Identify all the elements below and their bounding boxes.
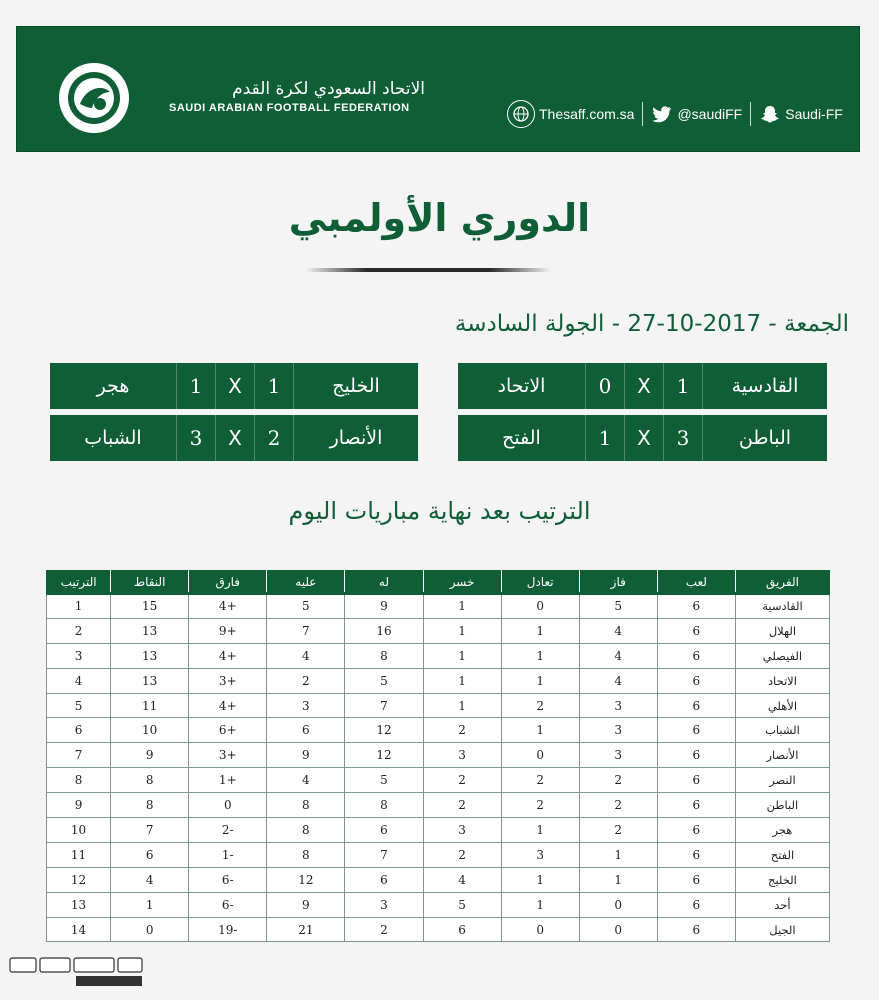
cell-rank: 5 bbox=[47, 693, 111, 718]
cell-drawn: 1 bbox=[501, 668, 579, 693]
match-card bbox=[50, 415, 418, 461]
cell-goal-difference: +4 bbox=[189, 594, 267, 619]
cell-played: 6 bbox=[657, 793, 735, 818]
table-row bbox=[47, 643, 830, 668]
cell-goal-difference: +3 bbox=[189, 743, 267, 768]
cell-goals-for: 6 bbox=[345, 818, 423, 843]
cell-team: الاتحاد bbox=[735, 668, 829, 693]
cell-goal-difference: -6 bbox=[189, 892, 267, 917]
cell-team: الباطن bbox=[735, 793, 829, 818]
cell-rank: 12 bbox=[47, 867, 111, 892]
cell-goals-against: 8 bbox=[267, 793, 345, 818]
cell-points: 8 bbox=[111, 793, 189, 818]
cell-goal-difference: +3 bbox=[189, 668, 267, 693]
cell-drawn: 0 bbox=[501, 917, 579, 942]
cell-drawn: 2 bbox=[501, 693, 579, 718]
cell-goal-difference: +4 bbox=[189, 693, 267, 718]
header-rank: الترتيب bbox=[47, 571, 111, 594]
header-goals-for: له bbox=[345, 571, 423, 594]
cell-lost: 1 bbox=[423, 618, 501, 643]
globe-icon bbox=[507, 100, 535, 128]
table-row bbox=[47, 743, 830, 768]
standings-title: الترتيب بعد نهاية مباريات اليوم bbox=[288, 497, 591, 525]
cell-drawn: 3 bbox=[501, 842, 579, 867]
match-card bbox=[458, 415, 827, 461]
cell-points: 4 bbox=[111, 867, 189, 892]
cell-goals-against: 21 bbox=[267, 917, 345, 942]
versus-mark: X bbox=[215, 415, 254, 461]
cell-rank: 6 bbox=[47, 718, 111, 743]
cell-points: 13 bbox=[111, 618, 189, 643]
table-row bbox=[47, 594, 830, 619]
federation-name-ar: الاتحاد السعودي لكرة القدم bbox=[232, 79, 425, 99]
table-row bbox=[47, 892, 830, 917]
cell-goals-for: 16 bbox=[345, 618, 423, 643]
cell-points: 6 bbox=[111, 842, 189, 867]
away-score: 3 bbox=[176, 415, 215, 461]
cell-goals-against: 9 bbox=[267, 743, 345, 768]
table-row bbox=[47, 818, 830, 843]
cell-played: 6 bbox=[657, 917, 735, 942]
cell-points: 8 bbox=[111, 768, 189, 793]
match-card bbox=[50, 363, 418, 409]
social-links bbox=[507, 99, 843, 129]
cell-won: 0 bbox=[579, 917, 657, 942]
cell-rank: 4 bbox=[47, 668, 111, 693]
date-round-line: الجمعة - 2017-10-27 - الجولة السادسة bbox=[454, 311, 849, 337]
table-row bbox=[47, 842, 830, 867]
match-card bbox=[458, 363, 827, 409]
cell-played: 6 bbox=[657, 842, 735, 867]
header-drawn: تعادل bbox=[501, 571, 579, 594]
cell-drawn: 0 bbox=[501, 743, 579, 768]
federation-name-en: SAUDI ARABIAN FOOTBALL FEDERATION bbox=[169, 102, 410, 114]
cell-rank: 8 bbox=[47, 768, 111, 793]
website-text: Thesaff.com.sa bbox=[539, 106, 635, 122]
cell-played: 6 bbox=[657, 668, 735, 693]
cell-goal-difference: -2 bbox=[189, 818, 267, 843]
header-team: الفريق bbox=[735, 571, 829, 594]
cell-won: 2 bbox=[579, 768, 657, 793]
cell-played: 6 bbox=[657, 618, 735, 643]
cell-won: 2 bbox=[579, 793, 657, 818]
table-row bbox=[47, 867, 830, 892]
cell-team: أحد bbox=[735, 892, 829, 917]
cell-played: 6 bbox=[657, 818, 735, 843]
title-underline bbox=[305, 268, 551, 272]
snapchat-icon bbox=[759, 103, 781, 125]
cell-goals-against: 12 bbox=[267, 867, 345, 892]
home-score: 2 bbox=[254, 415, 293, 461]
cell-goal-difference: +4 bbox=[189, 643, 267, 668]
away-team: الفتح bbox=[502, 427, 541, 449]
sportksa-watermark-logo bbox=[6, 952, 146, 992]
cell-drawn: 1 bbox=[501, 643, 579, 668]
cell-points: 13 bbox=[111, 668, 189, 693]
away-score: 1 bbox=[176, 363, 215, 409]
cell-played: 6 bbox=[657, 693, 735, 718]
cell-points: 10 bbox=[111, 718, 189, 743]
cell-rank: 2 bbox=[47, 618, 111, 643]
cell-won: 4 bbox=[579, 618, 657, 643]
cell-lost: 4 bbox=[423, 867, 501, 892]
cell-rank: 13 bbox=[47, 892, 111, 917]
table-row bbox=[47, 718, 830, 743]
cell-goals-against: 8 bbox=[267, 842, 345, 867]
versus-mark: X bbox=[215, 363, 254, 409]
website-link[interactable] bbox=[507, 100, 634, 128]
cell-goals-for: 12 bbox=[345, 718, 423, 743]
cell-lost: 1 bbox=[423, 643, 501, 668]
cell-won: 1 bbox=[579, 842, 657, 867]
cell-goals-against: 4 bbox=[267, 768, 345, 793]
cell-drawn: 2 bbox=[501, 793, 579, 818]
cell-goals-for: 3 bbox=[345, 892, 423, 917]
table-row bbox=[47, 768, 830, 793]
cell-goals-against: 2 bbox=[267, 668, 345, 693]
header-banner bbox=[16, 26, 860, 152]
cell-lost: 1 bbox=[423, 668, 501, 693]
cell-goals-for: 7 bbox=[345, 842, 423, 867]
cell-goals-for: 6 bbox=[345, 867, 423, 892]
cell-won: 4 bbox=[579, 668, 657, 693]
cell-won: 0 bbox=[579, 892, 657, 917]
cell-won: 3 bbox=[579, 693, 657, 718]
twitter-link[interactable] bbox=[651, 103, 742, 125]
home-team: القادسية bbox=[702, 363, 827, 409]
divider bbox=[642, 102, 643, 126]
cell-team: الهلال bbox=[735, 618, 829, 643]
cell-drawn: 1 bbox=[501, 892, 579, 917]
header-won: فاز bbox=[579, 571, 657, 594]
divider bbox=[750, 102, 751, 126]
home-score: 1 bbox=[254, 363, 293, 409]
cell-goals-against: 8 bbox=[267, 818, 345, 843]
cell-drawn: 2 bbox=[501, 768, 579, 793]
cell-team: الجيل bbox=[735, 917, 829, 942]
twitter-handle: @saudiFF bbox=[677, 106, 743, 122]
away-team: هجر bbox=[96, 375, 130, 397]
cell-won: 2 bbox=[579, 818, 657, 843]
cell-won: 3 bbox=[579, 718, 657, 743]
cell-drawn: 1 bbox=[501, 618, 579, 643]
header-played: لعب bbox=[657, 571, 735, 594]
standings-table bbox=[46, 570, 830, 942]
table-row bbox=[47, 793, 830, 818]
cell-team: الأهلي bbox=[735, 693, 829, 718]
table-row bbox=[47, 917, 830, 942]
cell-points: 9 bbox=[111, 743, 189, 768]
cell-rank: 3 bbox=[47, 643, 111, 668]
cell-goals-for: 9 bbox=[345, 594, 423, 619]
cell-lost: 3 bbox=[423, 743, 501, 768]
cell-played: 6 bbox=[657, 718, 735, 743]
table-row bbox=[47, 668, 830, 693]
cell-goals-for: 8 bbox=[345, 793, 423, 818]
cell-points: 1 bbox=[111, 892, 189, 917]
away-score: 0 bbox=[585, 363, 624, 409]
cell-drawn: 1 bbox=[501, 718, 579, 743]
cell-played: 6 bbox=[657, 768, 735, 793]
away-score: 1 bbox=[585, 415, 624, 461]
cell-team: الشباب bbox=[735, 718, 829, 743]
cell-points: 0 bbox=[111, 917, 189, 942]
header-lost: خسر bbox=[423, 571, 501, 594]
cell-played: 6 bbox=[657, 594, 735, 619]
cell-rank: 11 bbox=[47, 842, 111, 867]
home-team: الباطن bbox=[702, 415, 827, 461]
header-points: النقاط bbox=[111, 571, 189, 594]
twitter-icon bbox=[651, 103, 673, 125]
cell-goals-against: 5 bbox=[267, 594, 345, 619]
cell-goal-difference: +9 bbox=[189, 618, 267, 643]
cell-team: الفتح bbox=[735, 842, 829, 867]
cell-drawn: 1 bbox=[501, 867, 579, 892]
cell-goals-for: 7 bbox=[345, 693, 423, 718]
cell-rank: 9 bbox=[47, 793, 111, 818]
cell-goal-difference: -1 bbox=[189, 842, 267, 867]
federation-logo bbox=[59, 63, 129, 133]
cell-rank: 14 bbox=[47, 917, 111, 942]
cell-goals-for: 8 bbox=[345, 643, 423, 668]
cell-won: 5 bbox=[579, 594, 657, 619]
cell-lost: 5 bbox=[423, 892, 501, 917]
cell-goals-against: 7 bbox=[267, 618, 345, 643]
cell-played: 6 bbox=[657, 867, 735, 892]
cell-team: الأنصار bbox=[735, 743, 829, 768]
snapchat-handle: Saudi-FF bbox=[785, 106, 843, 122]
away-team: الشباب bbox=[84, 427, 142, 449]
cell-goals-against: 9 bbox=[267, 892, 345, 917]
cell-lost: 2 bbox=[423, 793, 501, 818]
cell-goals-against: 4 bbox=[267, 643, 345, 668]
page-title: الدوري الأولمبي bbox=[288, 196, 591, 240]
cell-points: 15 bbox=[111, 594, 189, 619]
table-row bbox=[47, 693, 830, 718]
table-header-row bbox=[47, 571, 830, 594]
cell-team: هجر bbox=[735, 818, 829, 843]
cell-goals-for: 12 bbox=[345, 743, 423, 768]
table-row bbox=[47, 618, 830, 643]
home-score: 1 bbox=[663, 363, 702, 409]
cell-goal-difference: -6 bbox=[189, 867, 267, 892]
cell-team: النصر bbox=[735, 768, 829, 793]
cell-goals-for: 5 bbox=[345, 768, 423, 793]
cell-team: الفيصلي bbox=[735, 643, 829, 668]
header-goal-difference: فارق bbox=[189, 571, 267, 594]
cell-lost: 2 bbox=[423, 768, 501, 793]
cell-lost: 2 bbox=[423, 842, 501, 867]
cell-goals-for: 5 bbox=[345, 668, 423, 693]
cell-lost: 2 bbox=[423, 718, 501, 743]
cell-lost: 1 bbox=[423, 594, 501, 619]
cell-lost: 3 bbox=[423, 818, 501, 843]
cell-played: 6 bbox=[657, 892, 735, 917]
ball-emblem-icon bbox=[66, 70, 122, 126]
cell-goals-for: 2 bbox=[345, 917, 423, 942]
cell-drawn: 0 bbox=[501, 594, 579, 619]
versus-mark: X bbox=[624, 363, 663, 409]
cell-rank: 7 bbox=[47, 743, 111, 768]
cell-won: 4 bbox=[579, 643, 657, 668]
cell-team: الخليج bbox=[735, 867, 829, 892]
cell-goal-difference: 0 bbox=[189, 793, 267, 818]
cell-points: 7 bbox=[111, 818, 189, 843]
snapchat-link[interactable] bbox=[759, 103, 843, 125]
cell-goals-against: 6 bbox=[267, 718, 345, 743]
cell-rank: 10 bbox=[47, 818, 111, 843]
cell-played: 6 bbox=[657, 743, 735, 768]
versus-mark: X bbox=[624, 415, 663, 461]
cell-team: القادسية bbox=[735, 594, 829, 619]
home-score: 3 bbox=[663, 415, 702, 461]
home-team: الأنصار bbox=[293, 415, 418, 461]
cell-won: 1 bbox=[579, 867, 657, 892]
cell-played: 6 bbox=[657, 643, 735, 668]
cell-drawn: 1 bbox=[501, 818, 579, 843]
cell-points: 13 bbox=[111, 643, 189, 668]
home-team: الخليج bbox=[293, 363, 418, 409]
cell-rank: 1 bbox=[47, 594, 111, 619]
cell-goal-difference: -19 bbox=[189, 917, 267, 942]
cell-goal-difference: +6 bbox=[189, 718, 267, 743]
cell-lost: 6 bbox=[423, 917, 501, 942]
cell-points: 11 bbox=[111, 693, 189, 718]
cell-goal-difference: +1 bbox=[189, 768, 267, 793]
header-goals-against: عليه bbox=[267, 571, 345, 594]
away-team: الاتحاد bbox=[497, 375, 546, 397]
cell-goals-against: 3 bbox=[267, 693, 345, 718]
cell-won: 3 bbox=[579, 743, 657, 768]
cell-lost: 1 bbox=[423, 693, 501, 718]
